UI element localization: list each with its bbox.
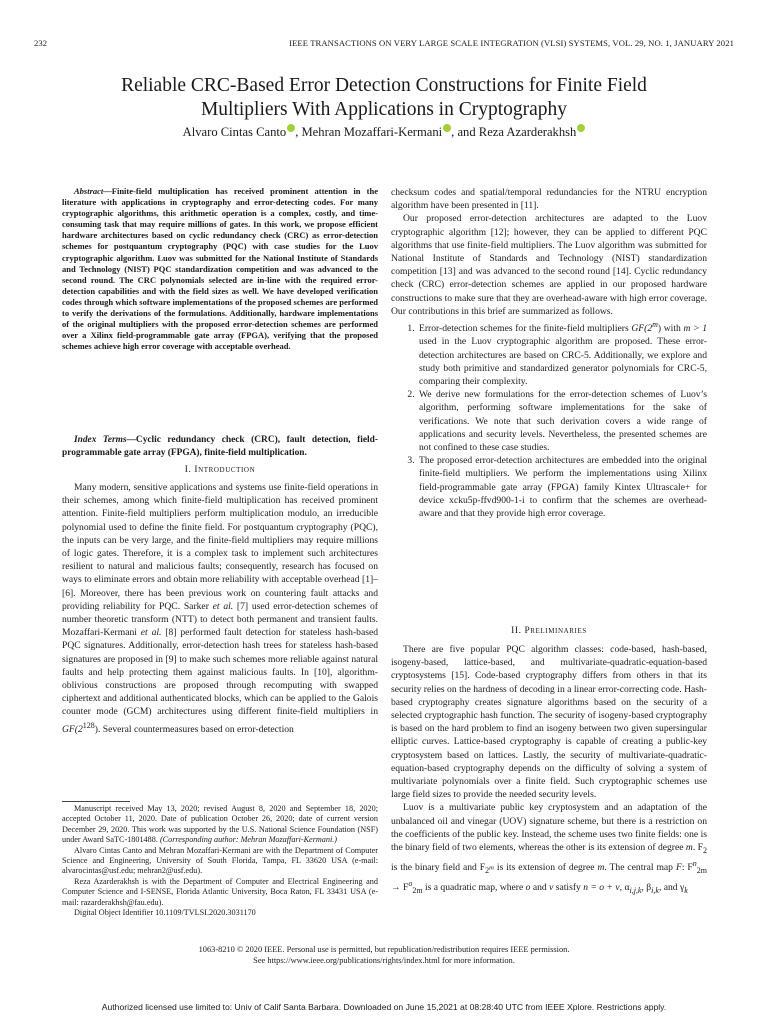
journal-header: IEEE TRANSACTIONS ON VERY LARGE SCALE INTEGRATION (VLSI) SYSTEMS, VOL. 29, NO. 1, JANUARY 2021: [289, 38, 734, 48]
author-separator: ,: [451, 125, 458, 139]
author-3: and Reza Azarderakhsh: [457, 125, 577, 139]
author-separator: ,: [295, 125, 302, 139]
preliminaries-body: [391, 643, 707, 898]
authorized-use-footer: Authorized licensed use limited to: Univ of Calif Santa Barbara. Downloaded on June 15,2021 at 08:28:40 UTC from IEEE Xplore. Restrictions apply.: [101, 1002, 667, 1012]
section-heading-preliminaries: II. Preliminaries: [511, 626, 587, 636]
paragraph: Many modern, sensitive applications and systems use finite-field operations in their schemes, among which finite-field multiplication has received prominent attention. Finite-field multipliers perform multiplication modulo, an irreducible polynomial used to define the finite field. For postquantum cryptography (PQC), the inputs can be very large, and the finite-field multipliers may require millions of logic gates. Therefore, it is a complex task to implement such architectures resilient to natural and malicious faults; consequently, research has focused on ways to eliminate errors and obtain more reliability with acceptable overhead [1]–[6]. Moreover, there has been previous work on countering fault attacks and providing reliability for PQC. Sarker et al. [7] used error-detection schemes of number theoretic transform (NTT) to detect both permanent and transient faults. Mozaffari-Kermani et al. [8] performed fault detection for stateless hash-based PQC signatures. Additionally, error-detection hash trees for stateless hash-based signatures are proposed in [9] to make such schemes more reliable against natural faults and help protecting them against malicious faults. In [10], algorithm-oblivious constructions are proposed through recomputing with swapped ciphertext and additional authenticated blocks, which can be applied to the Galois counter mode (GCM) architectures using different finite-field multipliers in $GF(2^{128})$. Several countermeasures based on error-detection: [62, 482, 379, 735]
paragraph: Our proposed error-detection architectures are adapted to the Luov cryptographic algorithm [12]; however, they can be applied to different PQC algorithms that use finite-field multipliers. The Luov algorithm was submitted for National Institute of Standards and Technology (NIST) standardization competition [13] and was advanced to the second round [14]. Cyclic redundancy check (CRC) error-detection schemes are applied in our proposed hardware constructions to make sure that they are overhead-aware with high error coverage. Our contributions in this brief are summarized as follows.: [391, 213, 707, 317]
paragraph: checksum codes and spatial/temporal redundancies for the NTRU encryption algorithm have been presented in [11].: [391, 187, 707, 212]
copyright-line-2[interactable]: See https://www.ieee.org/publications/rights/index.html for more information.: [253, 955, 515, 965]
author-list: [60, 124, 708, 140]
list-item: 3. The proposed error-detection architectures are embedded into the original finite-field multipliers. We perform the implementations using Xilinx field-programmable gate array (FPGA) family Kintex Ultrascale+ for device xcku5p-ffvd900-1-i to confirm that the schemes are overhead-aware and that they provide high error coverage.: [417, 454, 707, 520]
author-1: Alvaro Cintas Canto: [182, 125, 287, 139]
footnote-affiliation-1: Alvaro Cintas Canto and Mehran Mozaffari-Kermani are with the Department of Computer Science and Engineering, University of South Florida, Tampa, FL 33620 USA (e-mail: alvarocintas@usf.edu; mehran2@usf.edu).: [62, 845, 378, 876]
list-item: 2. We derive new formulations for the error-detection schemes of Luov’s algorithm, performing software implementations for the sake of verifications. We note that such derivation covers a wide range of applications and security levels. Nevertheless, the presented schemes are not confined to these case studies.: [417, 388, 707, 454]
copyright-line-1: 1063-8210 © 2020 IEEE. Personal use is permitted, but republication/redistribution requires IEEE permission.: [198, 945, 570, 954]
list-item: 1. Error-detection schemes for the finite-field multipliers GF(2$^m$) with m > 1 used in the Luov cryptographic algorithm are proposed. These error-detection architectures are based on CRC-5. Additionally, we explore and study both primitive and standardized generator polynomials for CRC-5, comparing their complexity.: [417, 318, 707, 388]
index-terms: Index Terms—Cyclic redundancy check (CRC), fault detection, field-programmable gate array (FPGA), finite-field multiplication.: [62, 435, 378, 458]
contribution-list: [391, 318, 707, 520]
section-heading-introduction: I. Introduction: [184, 465, 256, 475]
abstract-label: Abstract: [74, 186, 104, 196]
abstract: Abstract—Finite-field multiplication has received prominent attention in the literature with applications in cryptography and error-detecting codes. For many cryptographic algorithms, this arithmetic operation is a complex, costly, and time-consuming task that may require millions of gates. In this work, we propose efficient hardware architectures based on cyclic redundancy check (CRC) as error-detection schemes for postquantum cryptography (PQC) with case studies for the Luov cryptographic algorithm. Luov was submitted for the National Institute of Standards and Technology (NIST) PQC standardization competition and was advanced to the second round. The CRC polynomials selected are in-line with the required error-detection capabilities and with the field sizes as well. We have developed verification codes through which software implementations of the proposed schemes are performed to verify the derivations of the formulations. Additionally, hardware implementations of the original multipliers with the proposed error-detection schemes are performed over a Xilinx field-programmable gate array (FPGA), verifying that the proposed schemes achieve high error coverage with acceptable overhead.: [62, 186, 378, 352]
copyright-notice: [100, 945, 668, 966]
author-2: Mehran Mozaffari-Kermani: [301, 125, 443, 139]
abstract-text: Finite-field multiplication has received prominent attention in the literature with applications in cryptography and error-detecting codes. For many cryptographic algorithms, this arithmetic operation is a complex, costly, and time-consuming task that may require millions of gates. In this work, we propose efficient hardware architectures based on cyclic redundancy check (CRC) as error-detection schemes for postquantum cryptography (PQC) with case studies for the Luov cryptographic algorithm. Luov was submitted for the National Institute of Standards and Technology (NIST) PQC standardization competition and was advanced to the second round. The CRC polynomials selected are in-line with the required error-detection capabilities and with the field sizes as well. We have developed verification codes through which software implementations of the proposed schemes are performed to verify the derivations of the formulations. Additionally, hardware implementations of the original multipliers with the proposed error-detection schemes are performed over a Xilinx field-programmable gate array (FPGA), verifying that the proposed schemes achieve high error coverage with acceptable overhead.: [62, 186, 378, 352]
index-terms-text: Cyclic redundancy check (CRC), fault detection, field-programmable gate array (FPGA), finite-field multiplication.: [62, 435, 378, 458]
index-terms-label: Index Terms: [74, 435, 127, 445]
title-line-2: Multipliers With Applications in Cryptography: [200, 99, 568, 120]
orcid-icon[interactable]: [443, 124, 451, 132]
paper-title: [60, 74, 708, 122]
right-column-body: [391, 186, 707, 520]
page-number: 232: [34, 38, 48, 48]
orcid-icon[interactable]: [577, 124, 585, 132]
introduction-body: [62, 481, 378, 736]
orcid-icon[interactable]: [287, 124, 295, 132]
paragraph: There are five popular PQC algorithm classes: code-based, hash-based, isogeny-based, lattice-based, and multivariate-quadratic-equation-based cryptosystems [15]. Code-based cryptography differs from others in that its security relies on the hardness of decoding in a linear error-correcting code. Hash-based cryptography creates signature algorithms based on the security of a selected cryptographic hash function. The security of isogeny-based cryptography is based on the hard problem to find an isogeny between two given supersingular elliptic curves. Lattice-based cryptography is capable of creating a public-key cryptosystem based on lattices. Lastly, the security of multivariate-quadratic-equation-based cryptography depends on the difficulty of solving a system of multivariate polynomials over a finite field. Such cryptographic schemes use large field sizes to provide the needed security levels.: [391, 644, 707, 801]
footnotes: [62, 804, 378, 918]
footnote-divider: [62, 801, 130, 802]
paragraph: Luov is a multivariate public key cryptosystem and an adaptation of the unbalanced oil and vinegar (UOV) signature scheme, but there is a restriction on the coefficients of the public key. Instead, the scheme uses two finite fields: one is the binary field of two elements, whereas the other is its extension of degree m. $F_2$ is the binary field and $F_{2^m}$ is its extension of degree m. The central map F: $F^n_{2m} \to F^o_{2m}$ is a quadratic map, where o and v satisfy n = o + v, $\alpha_{i,j,k}$, $\beta_{i,k}$, and $\gamma_k$: [391, 802, 707, 896]
title-line-1: Reliable CRC-Based Error Detection Constructions for Finite Field: [121, 75, 647, 96]
footnote-manuscript: Manuscript received May 13, 2020; revised August 8, 2020 and September 18, 2020; accepted October 11, 2020. Date of publication October 26, 2020; date of current version December 29, 2020. This work was supported by the U.S. National Science Foundation (NSF) under Award SaTC-1801488. (Corresponding author: Mehran Mozaffari-Kermani.): [62, 804, 378, 845]
footnote-affiliation-2: Reza Azarderakhsh is with the Department of Computer and Electrical Engineering and Computer Science and I-SENSE, Florida Atlantic University, Boca Raton, FL 33431 USA (e-mail: razarderakhsh@fau.edu).: [62, 876, 378, 907]
footnote-doi[interactable]: Digital Object Identifier 10.1109/TVLSI.2020.3031170: [74, 908, 256, 918]
